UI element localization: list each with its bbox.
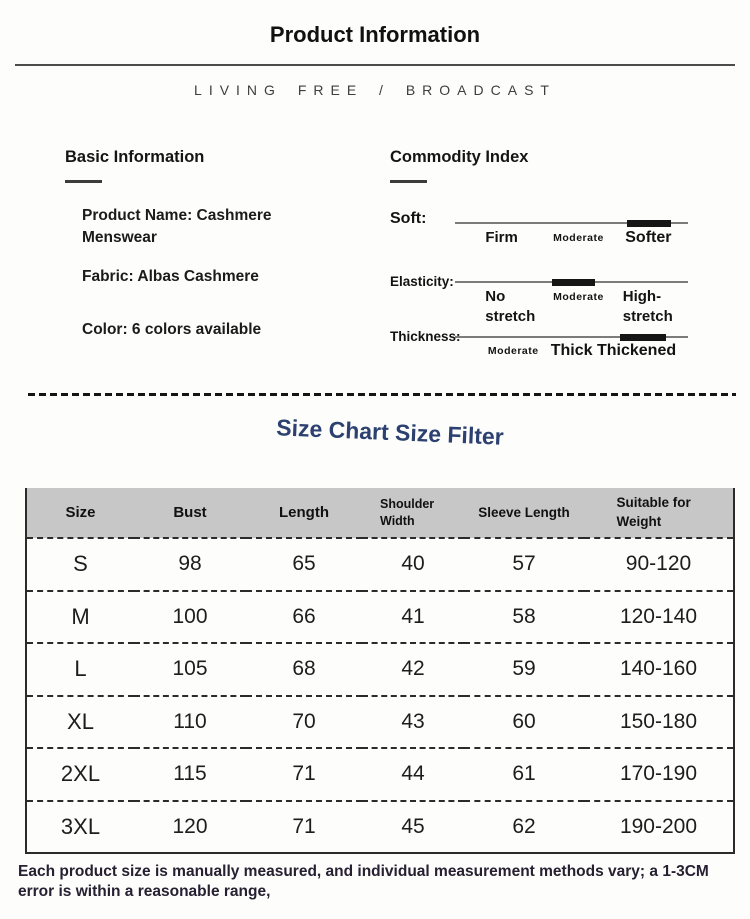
col-header-suitable-weight: Suitable for Weight: [616, 495, 691, 529]
col-header-length: Length: [279, 504, 329, 521]
cell-weight: 190-200: [619, 814, 698, 838]
cell-weight: 150-180: [619, 709, 698, 733]
tick-no-stretch: No stretch: [485, 288, 536, 325]
thickness-label: Thickness:: [390, 329, 461, 344]
cell-weight: 140-160: [619, 657, 698, 681]
elasticity-label: Elasticity:: [390, 274, 454, 289]
table-row-2xl: [26, 748, 734, 801]
cell-shoulder: 45: [401, 814, 425, 838]
tick-thick-thickened: Thick Thickened: [550, 342, 677, 359]
fabric-item: Fabric: Albas Cashmere: [82, 268, 259, 285]
cell-length: 71: [292, 814, 316, 838]
measurement-note: Each product size is manually measured, and individual measurement methods vary; a 1-3CM error is within a reasonable range,: [18, 863, 709, 900]
elasticity-tick-labels: [455, 287, 688, 331]
softness-label: Soft:: [390, 210, 427, 227]
elasticity-slider-row: [390, 273, 692, 329]
cell-sleeve: 59: [512, 657, 536, 681]
cell-sleeve: 58: [512, 604, 536, 628]
thickness-slider-indicator: [620, 334, 665, 341]
brand-tagline: LIVING FREE / BROADCAST: [194, 82, 556, 98]
basic-info-section: [65, 148, 330, 341]
header-divider: [15, 64, 735, 66]
softness-slider-track: [455, 222, 688, 224]
softness-slider-row: [390, 210, 692, 272]
cell-bust: 98: [178, 552, 202, 576]
col-header-size: Size: [65, 504, 96, 521]
col-header-shoulder-width: Shoulder Width: [380, 496, 435, 528]
product-name-item: Product Name: Cashmere Menswear: [82, 207, 272, 246]
tick-moderate: Moderate: [553, 232, 604, 244]
basic-info-heading: Basic Information: [65, 148, 205, 166]
table-row-s: [26, 538, 734, 591]
cell-sleeve: 60: [512, 709, 536, 733]
thickness-slider-track: [455, 336, 688, 338]
table-row-m: [26, 591, 734, 644]
cell-size: 2XL: [60, 761, 101, 787]
size-chart-heading: Size Chart Size Filter: [275, 414, 505, 450]
tick-moderate: Moderate: [553, 291, 604, 303]
col-header-sleeve-length: Sleeve Length: [478, 505, 570, 520]
cell-size: XL: [67, 708, 94, 734]
cell-weight: 170-190: [619, 762, 698, 786]
cell-size: M: [71, 603, 90, 629]
thickness-slider-row: [390, 328, 692, 378]
table-row-xl: [26, 696, 734, 749]
table-row-3xl: [26, 801, 734, 854]
cell-sleeve: 57: [512, 552, 536, 576]
cell-length: 65: [292, 552, 316, 576]
tick-firm: Firm: [485, 229, 518, 246]
cell-shoulder: 41: [401, 604, 425, 628]
commodity-index-heading: Commodity Index: [390, 148, 529, 166]
softness-slider-indicator: [627, 220, 670, 227]
cell-bust: 100: [172, 604, 208, 628]
page-title: Product Information: [269, 22, 481, 47]
cell-bust: 110: [173, 709, 207, 733]
cell-sleeve: 62: [512, 814, 536, 838]
tick-high-stretch: High-stretch: [622, 288, 673, 325]
cell-shoulder: 43: [401, 709, 425, 733]
cell-bust: 115: [173, 762, 207, 786]
size-chart-section: [25, 488, 735, 854]
cell-size: L: [74, 656, 87, 682]
dashed-section-divider: [28, 393, 736, 396]
cell-bust: 120: [172, 814, 208, 838]
cell-size: 3XL: [60, 813, 101, 839]
cell-bust: 105: [172, 657, 208, 681]
cell-length: 70: [292, 709, 316, 733]
table-row-l: [26, 643, 734, 696]
cell-shoulder: 42: [401, 657, 425, 681]
size-table: [25, 488, 735, 854]
cell-shoulder: 44: [401, 762, 425, 786]
commodity-index-section: [390, 148, 692, 359]
cell-length: 68: [292, 657, 316, 681]
cell-weight: 90-120: [625, 552, 692, 576]
cell-size: S: [73, 551, 88, 577]
cell-shoulder: 40: [401, 552, 425, 576]
cell-length: 66: [292, 604, 316, 628]
cell-sleeve: 61: [512, 762, 536, 786]
softness-tick-labels: [455, 229, 688, 273]
cell-length: 71: [292, 762, 316, 786]
tick-softer: Softer: [625, 229, 672, 246]
tick-moderate: Moderate: [487, 345, 539, 357]
basic-info-list: [65, 205, 330, 341]
col-header-bust: Bust: [173, 504, 207, 521]
color-item: Color: 6 colors available: [82, 321, 262, 338]
basic-info-underline: [65, 180, 102, 183]
elasticity-slider-indicator: [552, 279, 595, 286]
thickness-tick-labels: [455, 342, 688, 386]
commodity-index-underline: [390, 180, 427, 183]
cell-weight: 120-140: [619, 604, 698, 628]
elasticity-slider-track: [455, 281, 688, 283]
size-table-header-row: [26, 488, 734, 538]
